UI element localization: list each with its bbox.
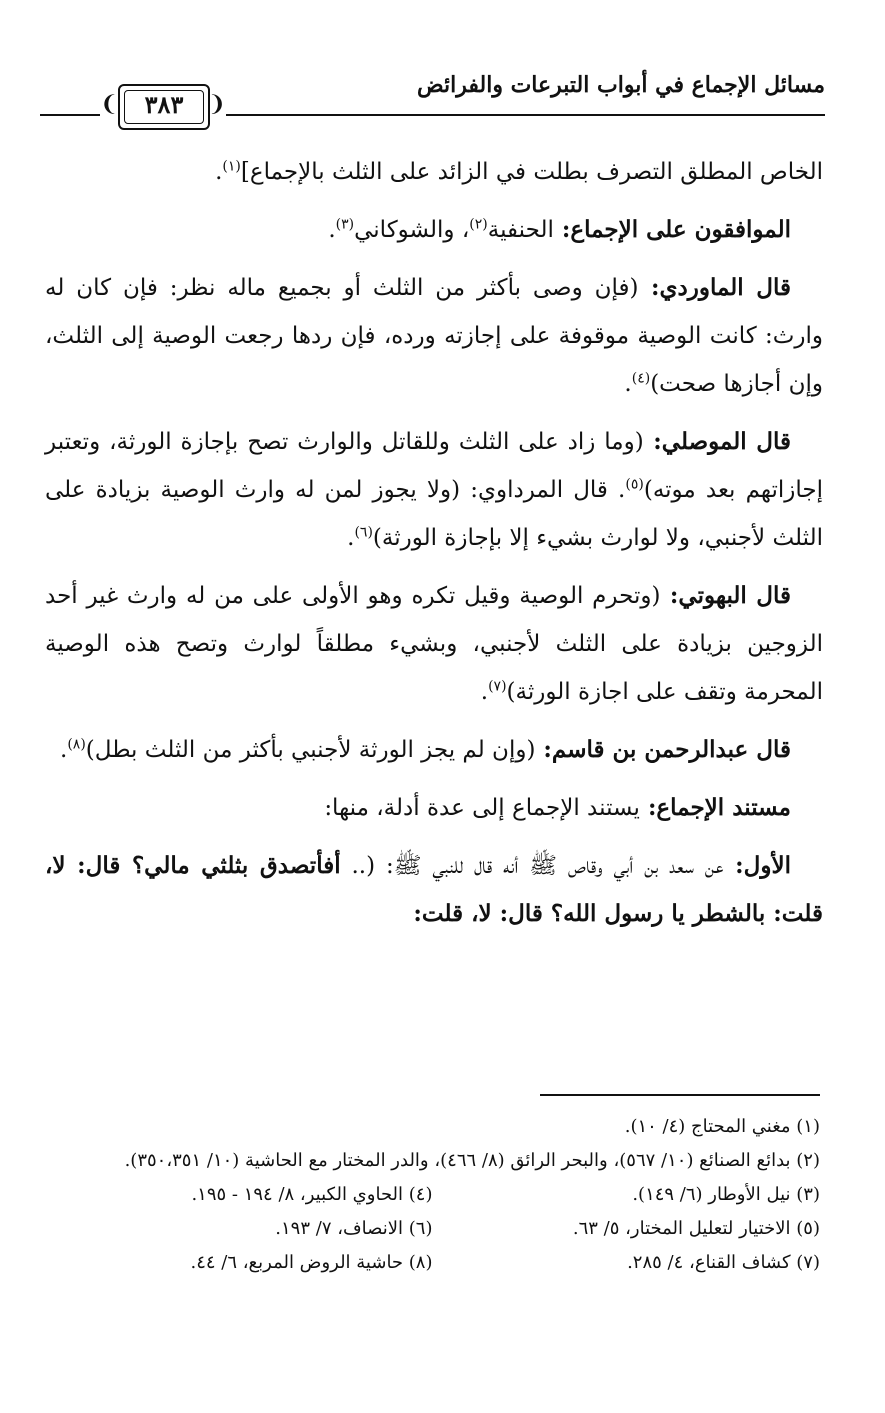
ornament-left-icon: ❨ xyxy=(100,92,119,117)
paragraph-6: قال عبدالرحمن بن قاسم: (وإن لم يجز الورثة لأجنبي بأكثر من الثلث بطل)$^{(٨)}$. xyxy=(60,736,791,763)
footnote-divider xyxy=(540,1094,820,1096)
main-text xyxy=(45,148,823,948)
paragraph-1: الخاص المطلق التصرف بطلت في الزائد على الثلث بالإجماع]$^{(١)}$. xyxy=(215,158,823,185)
paragraph-8: الأول: عن سعد بن أبي وقاص ﷺ أنه قال للنبي ﷺ: (.. أفأتصدق بثلثي مالي؟ قال: لا، قلت: بالشطر يا رسول الله؟ قال: لا، قلت: xyxy=(45,852,823,927)
ornament-right-icon: ❩ xyxy=(207,92,226,117)
hadith-quote: أفأتصدق بثلثي مالي؟ قال: لا، قلت: بالشطر يا رسول الله؟ قال: لا، قلت: xyxy=(45,852,823,927)
footnote-5: (٥) الاختيار لتعليل المختار، ٥/ ٦٣. xyxy=(572,1218,820,1239)
section-lead: الموافقون على الإجماع: xyxy=(553,216,791,243)
section-lead: مستند الإجماع: xyxy=(639,794,791,821)
footnote-ref[interactable]: (٨) xyxy=(67,736,86,753)
section-lead: الأول: xyxy=(723,852,791,879)
paragraph-7: مستند الإجماع: يستند الإجماع إلى عدة أدلة، منها: xyxy=(324,794,791,821)
paragraph-5: قال البهوتي: (وتحرم الوصية وقيل تكره وهو الأولى على من له وارث غير أحد الزوجين بزيادة على الثلث لأجنبي، وبشيء مطلقاً لوارث وتصح هذه الوصية المحرمة وتقف على اجازة الورثة)$^{(٧)}$. xyxy=(45,582,823,705)
paragraph-3: قال الماوردي: (فإن وصى بأكثر من الثلث أو بجميع ماله نظر: فإن كان له وارث: كانت الوصية موقوفة على إجازته ورده، فإن ردها رجعت الوصية إلى الثلث، وإن أجازها صحت)$^{(٤)}$. xyxy=(45,274,823,397)
section-lead: قال البهوتي: xyxy=(660,582,791,609)
footnotes xyxy=(45,1110,820,1280)
footnote-ref[interactable]: (٤) xyxy=(631,370,651,387)
footnote-ref[interactable]: (٣) xyxy=(335,216,355,233)
running-title: مسائل الإجماع في أبواب التبرعات والفرائض xyxy=(417,72,825,98)
footnote-ref[interactable]: (٢) xyxy=(469,216,488,233)
section-lead: قال الماوردي: xyxy=(638,274,791,301)
footnote-ref[interactable]: (٦) xyxy=(354,524,373,541)
footnote-6: (٦) الانصاف، ٧/ ١٩٣. xyxy=(275,1218,433,1239)
footnote-ref[interactable]: (٧) xyxy=(488,678,507,695)
paragraph-4: قال الموصلي: (وما زاد على الثلث وللقاتل والوارث تصح بإجازة الورثة، وتعتبر إجازاتهم بعد موته)$^{(٥)}$. قال المرداوي: (ولا يجوز لمن له وارث الوصية بزيادة على الثلث لأجنبي، ولا لوارث بشيء إلا بإجازة الورثة)$^{(٦)}$. xyxy=(45,428,823,551)
page-number: ٣٨٣ xyxy=(144,90,184,119)
footnote-2: (٢) بدائع الصنائع (١٠/ ٥٦٧)، والبحر الرائق (٨/ ٤٦٦)، والدر المختار مع الحاشية (١٠/ ٣٥٠،٣٥١). xyxy=(124,1150,820,1171)
paragraph-2: الموافقون على الإجماع: الحنفية$^{(٢)}$، والشوكاني$^{(٣)}$. xyxy=(328,216,791,243)
footnote-1: (١) مغني المحتاج (٤/ ١٠). xyxy=(624,1116,820,1137)
footnote-ref[interactable]: (٥) xyxy=(625,476,644,493)
footnote-4: (٤) الحاوي الكبير، ٨/ ١٩٤ - ١٩٥. xyxy=(191,1184,433,1205)
footnote-3: (٣) نيل الأوطار (٦/ ١٤٩). xyxy=(632,1184,820,1205)
footnote-ref[interactable]: (١) xyxy=(222,158,241,175)
footnote-7: (٧) كشاف القناع، ٤/ ٢٨٥. xyxy=(627,1252,820,1273)
page-number-frame xyxy=(100,80,226,132)
section-lead: قال الموصلي: xyxy=(643,428,791,455)
section-lead: قال عبدالرحمن بن قاسم: xyxy=(535,736,791,763)
footnote-8: (٨) حاشية الروض المربع، ٦/ ٤٤. xyxy=(190,1252,433,1273)
page-header xyxy=(40,62,825,132)
